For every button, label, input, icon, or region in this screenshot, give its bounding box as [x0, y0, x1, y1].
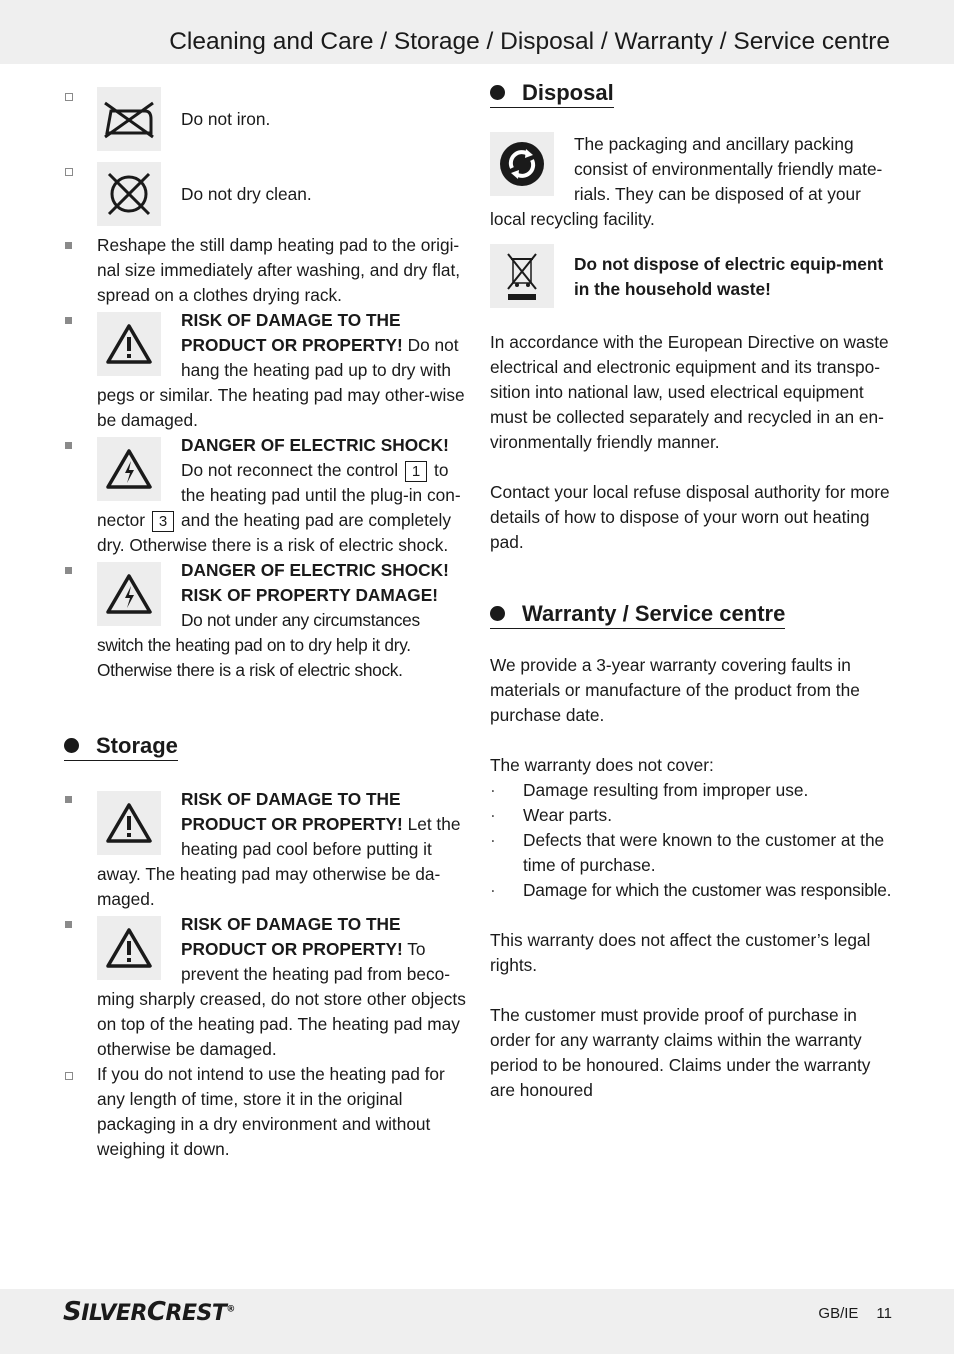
- list-item: · Defects that were known to the customer at the time of purchase.: [490, 828, 892, 878]
- storage-heading: [64, 733, 178, 761]
- electric-warning-icon: [97, 437, 161, 501]
- care-text: Do not iron.: [181, 109, 271, 129]
- warning-triangle-icon: [97, 312, 161, 376]
- recycling-icon: [490, 132, 554, 196]
- no-dry-clean-icon: [97, 162, 161, 226]
- electric-warning-icon: [97, 562, 161, 626]
- care-item-no-dry-clean: [64, 158, 466, 233]
- warning-heading: DANGER OF ELECTRIC SHOCK!: [181, 435, 449, 455]
- warning-triangle-icon: [97, 791, 161, 855]
- storage-packaging-text: If you do not intend to use the heating pad for any length of time, store it in the original packaging in a dry environment and without weighing it down.: [97, 1064, 445, 1159]
- storage-warning-cool-item: [64, 787, 466, 912]
- list-item: · Damage resulting from improper use.: [490, 778, 892, 803]
- warranty-intro-text: We provide a 3-year warranty covering faults in materials or manufacture of the product from the purchase date.: [490, 655, 860, 725]
- square-bullet: [65, 317, 72, 324]
- square-bullet: [65, 567, 72, 574]
- warning-heading-2: RISK OF PROPERTY DAMAGE!: [181, 585, 438, 605]
- open-bullet: [65, 1072, 73, 1080]
- warning-text: To prevent the heating pad from beco-ming sharply creased, do not store other objects on top of the heating pad. The heating pad may otherwise be damaged.: [97, 939, 466, 1059]
- reshape-item: [64, 233, 466, 308]
- disposal-heading: [490, 80, 614, 108]
- ref-number: 1: [405, 461, 427, 482]
- list-item: · Wear parts.: [490, 803, 892, 828]
- region-label: GB/IE: [818, 1305, 859, 1322]
- warning-heading: RISK OF DAMAGE TO THE PRODUCT OR PROPERTY!: [181, 789, 403, 834]
- warning-text-c: and the heating pad are completely dry. Otherwise there is a risk of electric shock.: [97, 510, 451, 555]
- storage-heading-text: Storage: [96, 733, 178, 758]
- square-bullet: [65, 242, 72, 249]
- warning-triangle-icon: [97, 916, 161, 980]
- care-text: Do not dry clean.: [181, 184, 312, 204]
- page-title: Cleaning and Care / Storage / Disposal / Warranty / Service centre: [169, 28, 890, 55]
- warning-switch-item: [64, 558, 466, 683]
- warning-heading: RISK OF DAMAGE TO THE PRODUCT OR PROPERTY!: [181, 310, 403, 355]
- heading-dot: [64, 738, 79, 753]
- warning-heading: DANGER OF ELECTRIC SHOCK!: [181, 560, 449, 580]
- storage-warning-crease-item: [64, 912, 466, 1062]
- warning-heading: RISK OF DAMAGE TO THE PRODUCT OR PROPERTY!: [181, 914, 403, 959]
- warranty-exclusions-label: The warranty does not cover:: [490, 755, 714, 775]
- heading-dot: [490, 606, 505, 621]
- care-item-no-iron: [64, 83, 466, 158]
- open-bullet: [65, 168, 73, 176]
- heading-dot: [490, 85, 505, 100]
- refuse-authority-text: Contact your local refuse disposal authority for more details of how to dispose of your worn out heating pad.: [490, 482, 890, 552]
- warranty-heading: [490, 601, 785, 629]
- page-number: 11: [876, 1305, 892, 1322]
- right-column: [490, 80, 892, 1103]
- legal-rights-text: This warranty does not affect the customer’s legal rights.: [490, 930, 871, 975]
- directive-text: In accordance with the European Directive on waste electrical and electronic equipment and its transpo-sition into national law, used electrical equipment must be collected separately and recycled in an en-vironmentally friendly manner.: [490, 332, 889, 452]
- recycling-text: The packaging and ancillary packing consist of environmentally friendly mate-rials. They can be disposed of at your local recycling facility.: [490, 134, 883, 229]
- warning-text: Let the heating pad cool before putting it away. The heating pad may otherwise be da-maged.: [97, 814, 461, 909]
- disposal-heading-text: Disposal: [522, 80, 614, 105]
- warning-reconnect-item: [64, 433, 466, 558]
- warranty-exclusions-list: [490, 778, 892, 903]
- warning-text-b: to the heating pad until the plug-in con-nector: [97, 460, 461, 530]
- recycling-row: [490, 132, 892, 244]
- warning-text: Do not hang the heating pad up to dry with pegs or similar. The heating pad may other-wise be damaged.: [97, 335, 465, 430]
- weee-warning-text: Do not dispose of electric equip-ment in the household waste!: [574, 254, 884, 299]
- crossed-bin-icon: [490, 244, 554, 308]
- storage-packaging-item: [64, 1062, 466, 1162]
- square-bullet: [65, 796, 72, 803]
- square-bullet: [65, 921, 72, 928]
- reshape-text: Reshape the still damp heating pad to the origi-nal size immediately after washing, and dry flat, spread on a clothes drying rack.: [97, 235, 461, 305]
- square-bullet: [65, 442, 72, 449]
- footer-info: [818, 1305, 892, 1322]
- left-column: [64, 83, 466, 1162]
- proof-of-purchase-text: The customer must provide proof of purchase in order for any warranty claims within the warranty period to be honoured. Claims under the warranty are honoured: [490, 1005, 871, 1100]
- warranty-heading-text: Warranty / Service centre: [522, 601, 786, 626]
- ref-number: 3: [152, 511, 174, 532]
- warning-text-a: Do not reconnect the control: [181, 460, 403, 480]
- page-header: [0, 0, 954, 64]
- open-bullet: [65, 93, 73, 101]
- list-item: · Damage for which the customer was responsible.: [490, 878, 892, 903]
- weee-row: [490, 244, 892, 330]
- silvercrest-logo: SILVERCREST®: [63, 1297, 235, 1327]
- warning-hang-item: [64, 308, 466, 433]
- warning-text: Do not under any circumstances switch the heating pad on to dry help it dry. Otherwise there is a risk of electric shock.: [97, 610, 420, 680]
- no-iron-icon: [97, 87, 161, 151]
